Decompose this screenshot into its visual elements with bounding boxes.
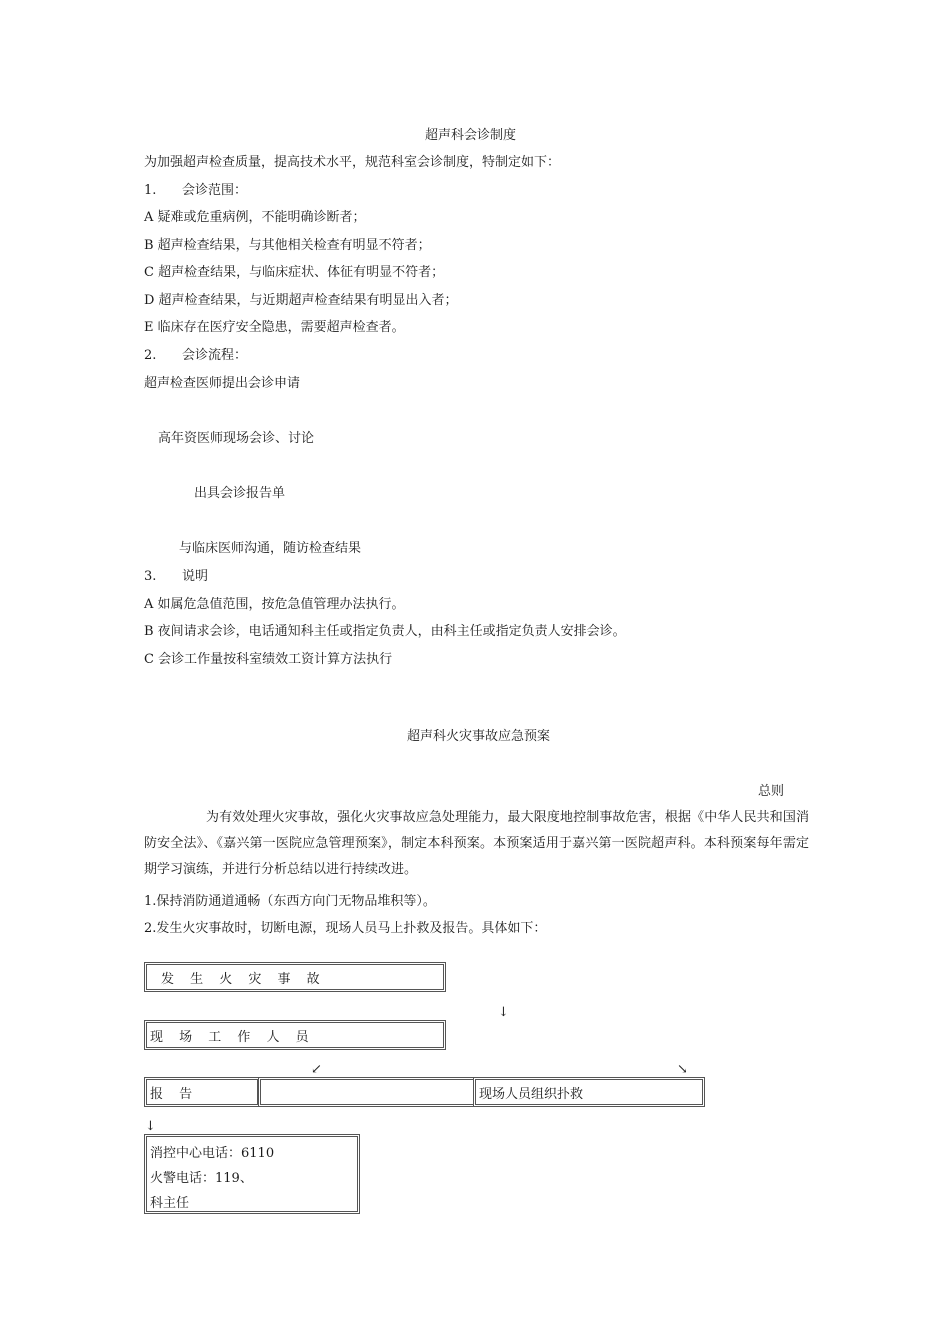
section-1-label: 会诊范围： <box>182 183 248 198</box>
contacts-box <box>144 1134 360 1214</box>
scope-item-c: C 超声检查结果，与临床症状、体征有明显不符者； <box>144 265 445 280</box>
contact-fire-control: 消控中心电话：6110 <box>150 1146 275 1161</box>
rescue-box <box>473 1077 705 1107</box>
rescue-label: 现场人员组织扑救 <box>479 1087 584 1102</box>
point-2: 2.发生火灾事故时，切断电源，现场人员马上扑救及报告。具体如下： <box>144 921 547 936</box>
report-label: 报 告 <box>150 1087 199 1102</box>
arrow-down-icon: ↓ <box>498 1005 509 1020</box>
arrow-down-icon-2: ↓ <box>145 1119 156 1134</box>
report-box <box>144 1077 260 1107</box>
note-item-b: B 夜间请求会诊，电话通知科主任或指定负责人，由科主任或指定负责人安排会诊。 <box>144 624 626 639</box>
point-1: 1.保持消防通道通畅（东西方向门无物品堆积等）。 <box>144 894 436 909</box>
flow-step-4: 与临床医师沟通，随访检查结果 <box>179 541 362 556</box>
section-3-label: 说明 <box>182 569 209 584</box>
scope-item-a: A 疑难或危重病例，不能明确诊断者； <box>144 210 366 225</box>
section-3-heading <box>144 568 208 586</box>
contact-department-head: 科主任 <box>150 1196 190 1211</box>
scope-item-d: D 超声检查结果，与近期超声检查结果有明显出入者； <box>144 293 458 308</box>
flow-step-1: 超声检查医师提出会诊申请 <box>144 376 301 391</box>
arrow-down-right-icon: ↘ <box>677 1062 688 1077</box>
contact-fire-alarm: 火警电话：119、 <box>150 1171 253 1186</box>
doc1-title: 超声科会诊制度 <box>425 128 517 143</box>
onsite-staff-label: 现 场 工 作 人 员 <box>150 1030 315 1045</box>
scope-item-e: E 临床存在医疗安全隐患，需要超声检查者。 <box>144 320 405 335</box>
general-heading: 总则 <box>758 784 785 799</box>
section-2-label: 会诊流程： <box>182 348 248 363</box>
section-3-number: 3. <box>144 569 157 584</box>
fire-incident-box <box>144 962 446 992</box>
note-item-c: C 会诊工作量按科室绩效工资计算方法执行 <box>144 652 393 667</box>
general-paragraph: 为有效处理火灾事故，强化火灾事故应急处理能力，最大限度地控制事故危害，根据《中华人民共和国消防安全法》、《嘉兴第一医院应急管理预案》，制定本科预案。本预案适用于嘉兴第一医院超声科。本科预案每年需定期学习演练，并进行分析总结以进行持续改进。 <box>144 810 809 877</box>
scope-item-b: B 超声检查结果，与其他相关检查有明显不符者； <box>144 238 431 253</box>
connector-box <box>258 1077 476 1107</box>
flow-step-2: 高年资医师现场会诊、讨论 <box>158 431 315 446</box>
onsite-staff-box <box>144 1020 446 1050</box>
section-1-heading <box>144 182 247 200</box>
doc2-title: 超声科火灾事故应急预案 <box>407 729 551 744</box>
note-item-a: A 如属危急值范围，按危急值管理办法执行。 <box>144 597 405 612</box>
doc1-intro: 为加强超声检查质量，提高技术水平，规范科室会诊制度，特制定如下： <box>144 155 561 170</box>
arrow-down-left-icon: ↙ <box>311 1062 322 1077</box>
section-2-heading <box>144 347 247 365</box>
flow-step-3: 出具会诊报告单 <box>194 486 286 501</box>
section-1-number: 1. <box>144 183 157 198</box>
fire-incident-label: 发 生 火 灾 事 故 <box>161 972 326 987</box>
section-2-number: 2. <box>144 348 157 363</box>
